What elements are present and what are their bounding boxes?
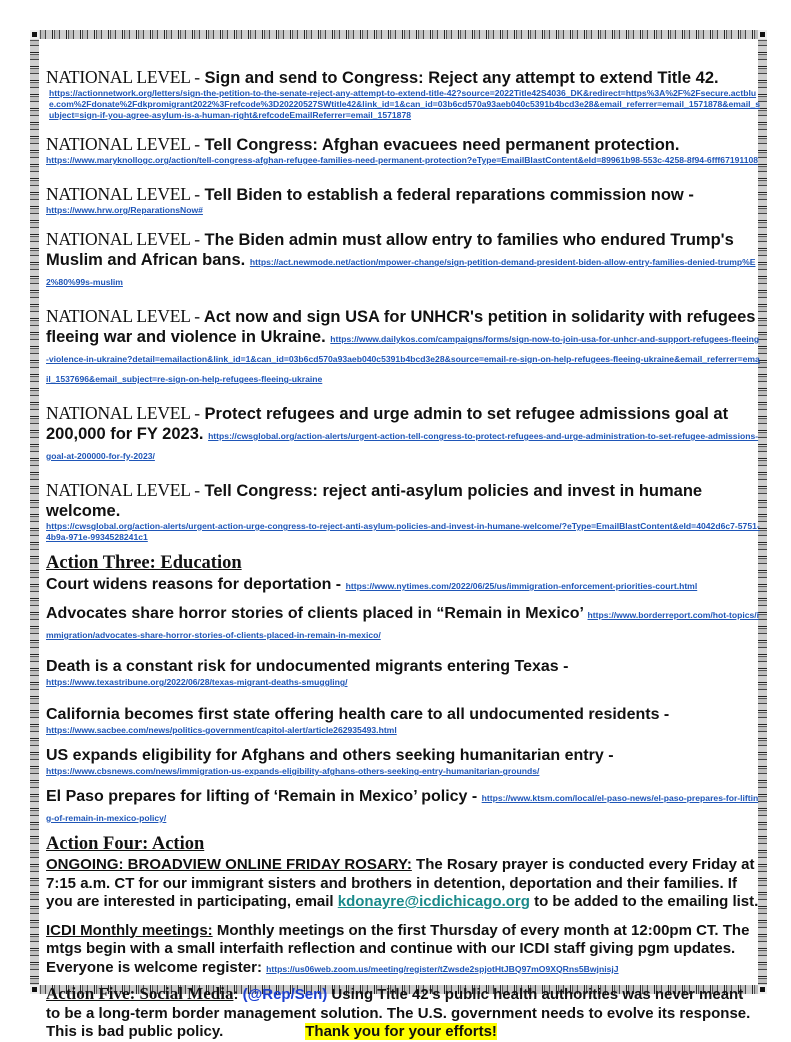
- level-label: NATIONAL LEVEL -: [46, 403, 200, 423]
- national-action-item: [46, 229, 761, 290]
- news-item: [46, 746, 761, 777]
- level-label: NATIONAL LEVEL -: [46, 480, 200, 500]
- section-heading: Action Three: Education: [46, 553, 242, 573]
- border-corner-icon: [30, 30, 39, 39]
- news-headline: Court widens reasons for deportation -: [46, 576, 342, 593]
- national-action-item: [46, 67, 761, 121]
- news-link[interactable]: https://www.borderreport.com/hot-topics/immigration/advocates-share-horror-stories-of-clients-placed-in-remain-in-mexico/: [46, 610, 760, 640]
- national-action-item: [46, 403, 761, 464]
- national-action-item: [46, 184, 761, 216]
- action-headline: Protect refugees and urge admin to set refugee admissions goal at 200,000 for FY 2023.: [46, 405, 729, 443]
- news-item: [46, 604, 761, 644]
- action-four-section: [46, 834, 761, 977]
- document-body: [46, 67, 761, 1042]
- level-label: NATIONAL LEVEL -: [46, 184, 200, 204]
- border-corner-icon: [758, 30, 767, 39]
- greek-key-border-left: [30, 39, 39, 985]
- national-action-item: [46, 306, 761, 387]
- meetings-paragraph: ICDI Monthly meetings: Monthly meetings on the first Thursday of every month at 12:00pm CT. The mtgs begin with a small interfaith reflection and continue with our ICDI staff giving pgm updates. Everyone is welcome register: https://us06web.zoom.us/meeting/register/tZwsde2spjotHtJBQ97mO9XQRns5BwjnisjJ: [46, 921, 750, 976]
- action-headline: Sign and send to Congress: Reject any attempt to extend Title 42.: [204, 69, 719, 87]
- news-link[interactable]: https://www.sacbee.com/news/politics-government/capitol-alert/article262935493.html: [46, 725, 397, 735]
- level-label: NATIONAL LEVEL -: [46, 306, 200, 326]
- action-link[interactable]: https://actionnetwork.org/letters/sign-the-petition-to-the-senate-reject-any-attempt-to-extend-title-42?source=2022Title42S4036_DK&redirect=https%3A%2F%2Fsecure.actblue.com%2Fdonate%2Fdkpromigrant2022%3Frefcode%3D20220527SWtitle42&link_id=1&can_id=03b6cd570a93aeb040c5391b4bcd3e28&email_referrer=email_1571878&email_subject=sign-if-you-agree-asylum-is-a-human-right&refcodeEmailReferrer=email_1571878: [49, 88, 761, 120]
- page-frame: [30, 30, 767, 1040]
- news-link[interactable]: https://www.nytimes.com/2022/06/25/us/immigration-enforcement-priorities-court.html: [345, 581, 698, 591]
- news-link[interactable]: https://www.cbsnews.com/news/immigration-us-expands-eligibility-afghans-others-seeking-entry-humanitarian-grounds/: [46, 766, 540, 776]
- border-corner-icon: [30, 985, 39, 994]
- news-item: [46, 787, 761, 827]
- action-headline: Tell Congress: reject anti-asylum policies and invest in humane welcome.: [46, 482, 703, 520]
- social-message: Using Title 42’s public health authorities was never meant to be a long-term border management solution. The U.S. government needs to evolve its response. This is bad public policy.: [46, 986, 751, 1040]
- rosary-paragraph: ONGOING: BROADVIEW ONLINE FRIDAY ROSARY: The Rosary prayer is conducted every Friday at 7:15 a.m. CT for our immigrant sisters and brothers in detention, deportation and their families. If you are interested in participating, email kdonayre@icdichicago.org to be added to the emailing list.: [46, 856, 759, 910]
- news-item: [46, 705, 761, 736]
- national-action-item: [46, 134, 761, 166]
- action-link[interactable]: https://www.dailykos.com/campaigns/forms/sign-now-to-join-usa-for-unhcr-and-support-refugees-fleeing-violence-in-ukraine?detail=emailaction&link_id=1&can_id=03b6cd570a93aeb040c5391b4bcd3e28&source=email-re-sign-on-help-refugees-fleeing-ukraine&email_referrer=email_1537696&email_subject=re-sign-on-help-refugees-fleeing-ukraine: [46, 334, 760, 384]
- greek-key-border-top: [39, 30, 758, 39]
- action-link[interactable]: https://www.maryknollogc.org/action/tell-congress-afghan-refugee-families-need-permanent-protection?eType=EmailBlastContent&eId=89961b98-553c-4258-8f94-6fff67191108: [46, 155, 759, 165]
- news-headline: California becomes first state offering health care to all undocumented residents -: [46, 706, 670, 723]
- news-item: [46, 575, 761, 595]
- action-link[interactable]: https://www.hrw.org/ReparationsNow#: [46, 205, 203, 215]
- action-headline: The Biden admin must allow entry to families who endured Trump's Muslim and African bans.: [46, 231, 734, 269]
- meetings-label: ICDI Monthly meetings:: [46, 921, 213, 939]
- action-headline: Act now and sign USA for UNHCR's petition in solidarity with refugees fleeing war and violence in Ukraine.: [46, 308, 756, 346]
- action-headline: Tell Biden to establish a federal reparations commission now -: [204, 186, 694, 204]
- news-link[interactable]: https://www.ktsm.com/local/el-paso-news/el-paso-prepares-for-lifting-of-remain-in-mexico-policy/: [46, 793, 759, 823]
- news-headline: Advocates share horror stories of clients placed in “Remain in Mexico’: [46, 605, 584, 622]
- news-item: [46, 657, 761, 688]
- thank-you-note: Thank you for your efforts!: [305, 1023, 497, 1040]
- action-five-section: Action Five: Social Media: (@Rep/Sen) Using Title 42’s public health authorities was never meant to be a long-term border management solution. The U.S. government needs to evolve its response. This is bad public policy. Thank you for your efforts!: [46, 984, 751, 1040]
- social-handle: (@Rep/Sen): [242, 986, 328, 1003]
- education-section: [46, 553, 761, 827]
- news-headline: El Paso prepares for lifting of ‘Remain in Mexico’ policy -: [46, 788, 478, 805]
- news-link[interactable]: https://www.texastribune.org/2022/06/28/texas-migrant-deaths-smuggling/: [46, 677, 348, 687]
- action-link[interactable]: https://cwsglobal.org/action-alerts/urgent-action-tell-congress-to-protect-refugees-and-urge-administration-to-set-refugee-admissions-goal-at-200000-for-fy-2023/: [46, 431, 759, 461]
- section-heading: Action Five: Social Media: [46, 984, 234, 1003]
- rosary-label: ONGOING: BROADVIEW ONLINE FRIDAY ROSARY:: [46, 856, 412, 873]
- news-headline: US expands eligibility for Afghans and others seeking humanitarian entry -: [46, 747, 614, 764]
- level-label: NATIONAL LEVEL -: [46, 229, 200, 249]
- action-link[interactable]: https://act.newmode.net/action/mpower-change/sign-petition-demand-president-biden-allow-entry-families-denied-trump%E2%80%99s-muslim: [46, 257, 756, 287]
- level-label: NATIONAL LEVEL -: [46, 67, 200, 87]
- action-link[interactable]: https://cwsglobal.org/action-alerts/urgent-action-urge-congress-to-reject-anti-asylum-policies-and-invest-in-humane-welcome/?eType=EmailBlastContent&eId=4042d6c7-5751-4b9a-971e-9934528241c1: [46, 521, 760, 542]
- zoom-register-link[interactable]: https://us06web.zoom.us/meeting/register/tZwsde2spjotHtJBQ97mO9XQRns5BwjnisjJ: [266, 963, 619, 974]
- level-label: NATIONAL LEVEL -: [46, 134, 200, 154]
- national-action-item: [46, 480, 761, 543]
- email-link[interactable]: kdonayre@icdichicago.org: [337, 893, 530, 910]
- section-heading: Action Four: Action: [46, 834, 205, 854]
- action-headline: Tell Congress: Afghan evacuees need permanent protection.: [204, 136, 680, 154]
- news-headline: Death is a constant risk for undocumented migrants entering Texas -: [46, 658, 569, 675]
